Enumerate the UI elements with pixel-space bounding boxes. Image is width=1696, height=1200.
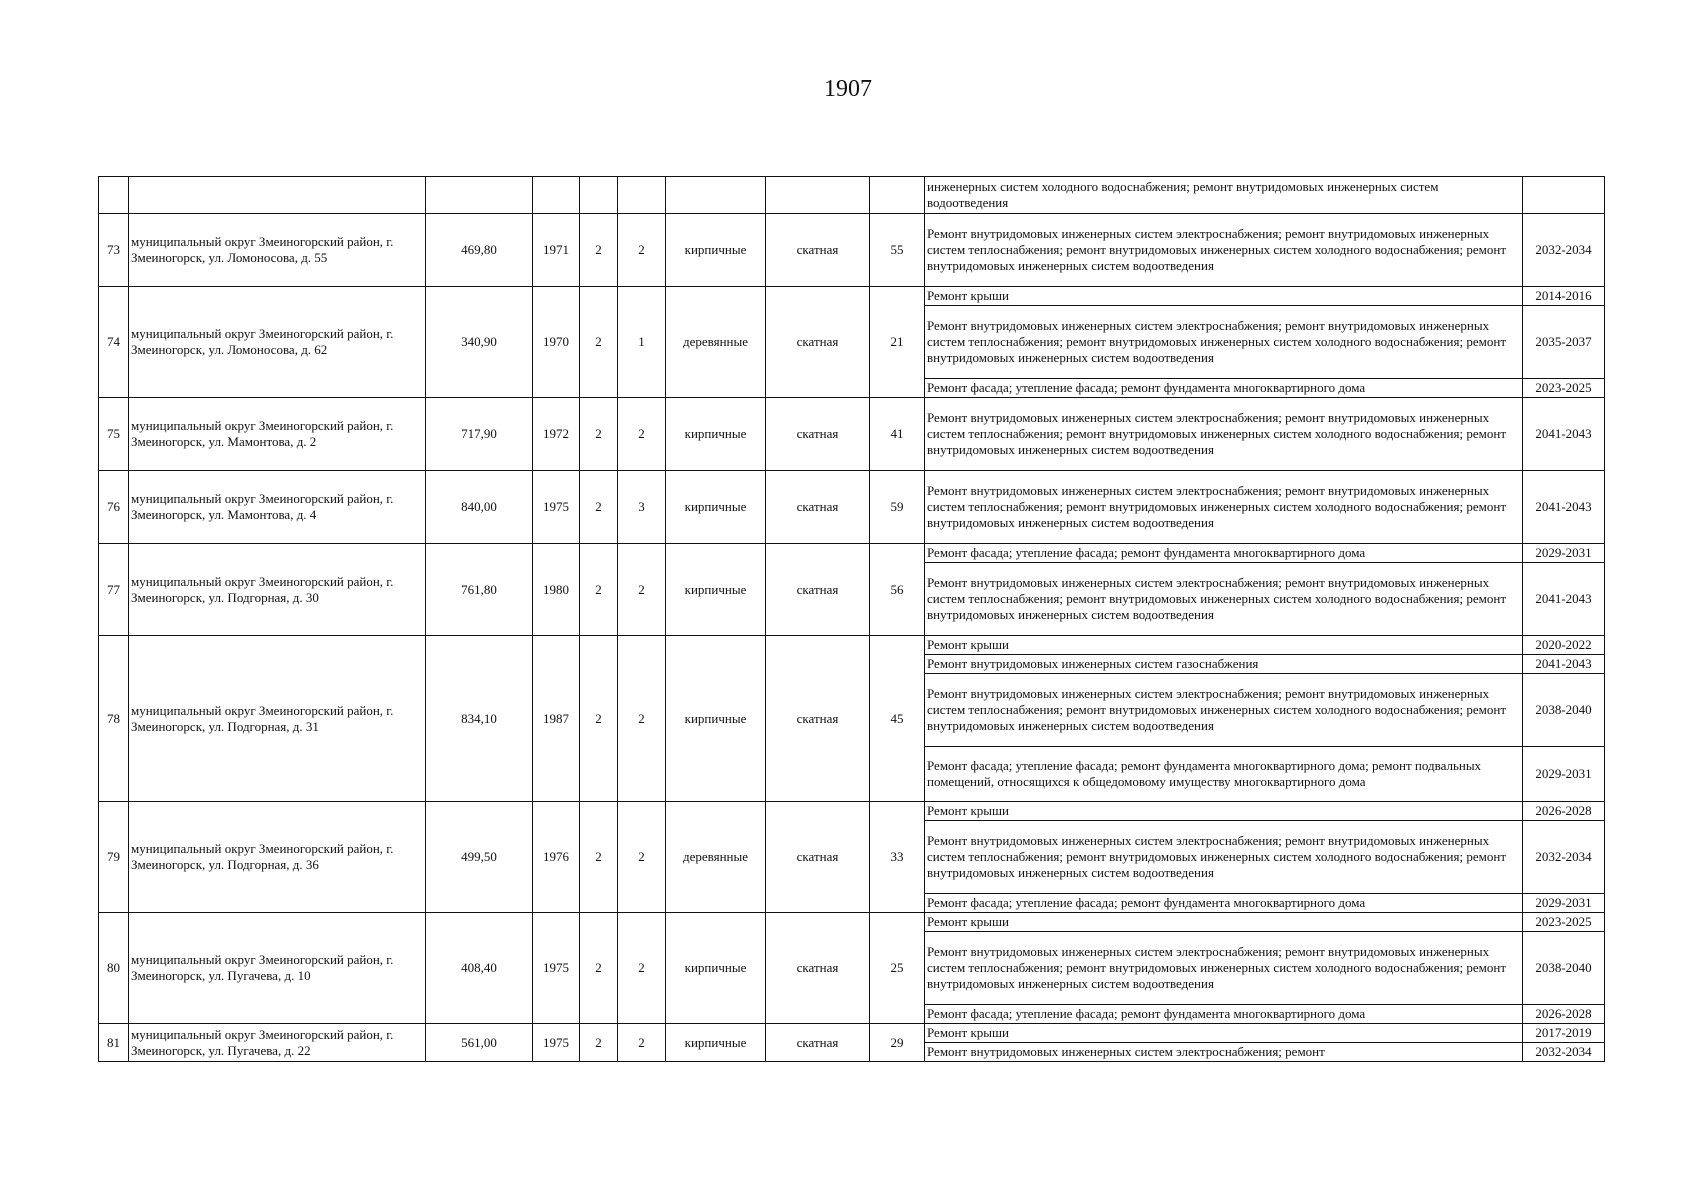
cell-residents: 33 [870, 802, 925, 913]
cell-build-year: 1975 [533, 913, 580, 1024]
cell-address: муниципальный округ Змеиногорский район, г. Змеиногорск, ул. Мамонтова, д. 4 [129, 471, 426, 544]
table-row [99, 287, 1605, 306]
work-description: Ремонт фасада; утепление фасада; ремонт фундамента многоквартирного дома [925, 544, 1523, 563]
work-description: Ремонт фасада; утепление фасада; ремонт фундамента многоквартирного дома [925, 894, 1523, 913]
cell-empty [666, 177, 766, 214]
cell-row-number: 81 [99, 1024, 129, 1062]
work-years [1523, 177, 1605, 214]
table-row [99, 214, 1605, 287]
work-description: Ремонт фасада; утепление фасада; ремонт фундамента многоквартирного дома [925, 379, 1523, 398]
work-description: Ремонт внутридомовых инженерных систем электроснабжения; ремонт внутридомовых инженерных систем теплоснабжения; ремонт внутридомовых инженерных систем холодного водоснабжения; ремонт внутридомовых инженерных систем водоотведения [925, 674, 1523, 747]
work-years: 2041-2043 [1523, 398, 1605, 471]
cell-wall-material: кирпичные [666, 636, 766, 802]
cell-roof-type: скатная [766, 544, 870, 636]
work-years: 2032-2034 [1523, 214, 1605, 287]
cell-row-number: 80 [99, 913, 129, 1024]
work-years: 2032-2034 [1523, 821, 1605, 894]
cell-build-year: 1970 [533, 287, 580, 398]
cell-total-area: 340,90 [426, 287, 533, 398]
work-description: Ремонт крыши [925, 913, 1523, 932]
cell-residents: 56 [870, 544, 925, 636]
cell-total-area: 499,50 [426, 802, 533, 913]
table-row [99, 471, 1605, 544]
work-years: 2023-2025 [1523, 913, 1605, 932]
cell-wall-material: кирпичные [666, 471, 766, 544]
cell-entrances: 1 [618, 287, 666, 398]
cell-wall-material: кирпичные [666, 398, 766, 471]
work-years: 2029-2031 [1523, 747, 1605, 802]
cell-wall-material: деревянные [666, 802, 766, 913]
cell-entrances: 3 [618, 471, 666, 544]
table-row [99, 1024, 1605, 1043]
cell-wall-material: кирпичные [666, 1024, 766, 1062]
cell-build-year: 1972 [533, 398, 580, 471]
cell-address: муниципальный округ Змеиногорский район, г. Змеиногорск, ул. Подгорная, д. 30 [129, 544, 426, 636]
cell-floors: 2 [580, 802, 618, 913]
cell-row-number: 76 [99, 471, 129, 544]
cell-wall-material: кирпичные [666, 544, 766, 636]
cell-empty [580, 177, 618, 214]
cell-empty [870, 177, 925, 214]
table-row [99, 636, 1605, 655]
cell-entrances: 2 [618, 214, 666, 287]
work-description: Ремонт крыши [925, 1024, 1523, 1043]
work-description: инженерных систем холодного водоснабжения; ремонт внутридомовых инженерных систем водоотведения [925, 177, 1523, 214]
cell-roof-type: скатная [766, 636, 870, 802]
cell-address: муниципальный округ Змеиногорский район, г. Змеиногорск, ул. Подгорная, д. 31 [129, 636, 426, 802]
cell-floors: 2 [580, 1024, 618, 1062]
cell-address: муниципальный округ Змеиногорский район, г. Змеиногорск, ул. Ломоносова, д. 55 [129, 214, 426, 287]
table-row [99, 544, 1605, 563]
cell-empty [533, 177, 580, 214]
cell-row-number: 75 [99, 398, 129, 471]
cell-floors: 2 [580, 913, 618, 1024]
work-years: 2029-2031 [1523, 894, 1605, 913]
cell-entrances: 2 [618, 544, 666, 636]
cell-entrances: 2 [618, 1024, 666, 1062]
cell-floors: 2 [580, 398, 618, 471]
cell-address: муниципальный округ Змеиногорский район, г. Змеиногорск, ул. Ломоносова, д. 62 [129, 287, 426, 398]
cell-floors: 2 [580, 214, 618, 287]
work-years: 2038-2040 [1523, 932, 1605, 1005]
cell-address: муниципальный округ Змеиногорский район, г. Змеиногорск, ул. Подгорная, д. 36 [129, 802, 426, 913]
table-row [99, 802, 1605, 821]
work-years: 2041-2043 [1523, 655, 1605, 674]
continuation-row [99, 177, 1605, 214]
work-description: Ремонт внутридомовых инженерных систем электроснабжения; ремонт внутридомовых инженерных систем теплоснабжения; ремонт внутридомовых инженерных систем холодного водоснабжения; ремонт внутридомовых инженерных систем водоотведения [925, 821, 1523, 894]
cell-address: муниципальный округ Змеиногорский район, г. Змеиногорск, ул. Пугачева, д. 22 [129, 1024, 426, 1062]
cell-roof-type: скатная [766, 214, 870, 287]
cell-roof-type: скатная [766, 398, 870, 471]
cell-row-number: 79 [99, 802, 129, 913]
work-description: Ремонт внутридомовых инженерных систем электроснабжения; ремонт внутридомовых инженерных систем теплоснабжения; ремонт внутридомовых инженерных систем холодного водоснабжения; ремонт внутридомовых инженерных систем водоотведения [925, 471, 1523, 544]
work-years: 2041-2043 [1523, 563, 1605, 636]
cell-residents: 29 [870, 1024, 925, 1062]
cell-total-area: 840,00 [426, 471, 533, 544]
work-description: Ремонт внутридомовых инженерных систем электроснабжения; ремонт внутридомовых инженерных систем теплоснабжения; ремонт внутридомовых инженерных систем холодного водоснабжения; ремонт внутридомовых инженерных систем водоотведения [925, 398, 1523, 471]
work-years: 2014-2016 [1523, 287, 1605, 306]
work-years: 2023-2025 [1523, 379, 1605, 398]
work-years: 2026-2028 [1523, 802, 1605, 821]
cell-residents: 55 [870, 214, 925, 287]
work-years: 2038-2040 [1523, 674, 1605, 747]
table-row [99, 398, 1605, 471]
table-body [99, 177, 1605, 1062]
cell-roof-type: скатная [766, 1024, 870, 1062]
work-description: Ремонт крыши [925, 287, 1523, 306]
cell-total-area: 561,00 [426, 1024, 533, 1062]
cell-empty [618, 177, 666, 214]
work-description: Ремонт внутридомовых инженерных систем электроснабжения; ремонт [925, 1043, 1523, 1062]
work-description: Ремонт внутридомовых инженерных систем электроснабжения; ремонт внутридомовых инженерных систем теплоснабжения; ремонт внутридомовых инженерных систем холодного водоснабжения; ремонт внутридомовых инженерных систем водоотведения [925, 563, 1523, 636]
work-description: Ремонт внутридомовых инженерных систем электроснабжения; ремонт внутридомовых инженерных систем теплоснабжения; ремонт внутридомовых инженерных систем холодного водоснабжения; ремонт внутридомовых инженерных систем водоотведения [925, 932, 1523, 1005]
cell-wall-material: кирпичные [666, 214, 766, 287]
cell-total-area: 469,80 [426, 214, 533, 287]
page-number: 1907 [824, 76, 872, 102]
cell-roof-type: скатная [766, 802, 870, 913]
work-years: 2029-2031 [1523, 544, 1605, 563]
work-years: 2020-2022 [1523, 636, 1605, 655]
cell-roof-type: скатная [766, 913, 870, 1024]
work-description: Ремонт крыши [925, 802, 1523, 821]
work-years: 2041-2043 [1523, 471, 1605, 544]
cell-build-year: 1971 [533, 214, 580, 287]
cell-residents: 21 [870, 287, 925, 398]
cell-roof-type: скатная [766, 287, 870, 398]
work-years: 2032-2034 [1523, 1043, 1605, 1062]
cell-address: муниципальный округ Змеиногорский район, г. Змеиногорск, ул. Пугачева, д. 10 [129, 913, 426, 1024]
housing-register-table [98, 176, 1605, 1062]
cell-build-year: 1975 [533, 471, 580, 544]
cell-wall-material: деревянные [666, 287, 766, 398]
work-description: Ремонт внутридомовых инженерных систем газоснабжения [925, 655, 1523, 674]
work-years: 2017-2019 [1523, 1024, 1605, 1043]
work-description: Ремонт фасада; утепление фасада; ремонт фундамента многоквартирного дома [925, 1005, 1523, 1024]
cell-total-area: 408,40 [426, 913, 533, 1024]
work-description: Ремонт внутридомовых инженерных систем электроснабжения; ремонт внутридомовых инженерных систем теплоснабжения; ремонт внутридомовых инженерных систем холодного водоснабжения; ремонт внутридомовых инженерных систем водоотведения [925, 214, 1523, 287]
work-description: Ремонт внутридомовых инженерных систем электроснабжения; ремонт внутридомовых инженерных систем теплоснабжения; ремонт внутридомовых инженерных систем холодного водоснабжения; ремонт внутридомовых инженерных систем водоотведения [925, 306, 1523, 379]
cell-floors: 2 [580, 636, 618, 802]
work-years: 2026-2028 [1523, 1005, 1605, 1024]
cell-total-area: 717,90 [426, 398, 533, 471]
cell-residents: 59 [870, 471, 925, 544]
cell-floors: 2 [580, 544, 618, 636]
cell-build-year: 1980 [533, 544, 580, 636]
cell-entrances: 2 [618, 913, 666, 1024]
cell-total-area: 834,10 [426, 636, 533, 802]
cell-roof-type: скатная [766, 471, 870, 544]
cell-entrances: 2 [618, 398, 666, 471]
cell-row-number: 77 [99, 544, 129, 636]
cell-build-year: 1987 [533, 636, 580, 802]
cell-build-year: 1976 [533, 802, 580, 913]
cell-residents: 45 [870, 636, 925, 802]
cell-total-area: 761,80 [426, 544, 533, 636]
cell-floors: 2 [580, 287, 618, 398]
cell-wall-material: кирпичные [666, 913, 766, 1024]
work-years: 2035-2037 [1523, 306, 1605, 379]
cell-floors: 2 [580, 471, 618, 544]
work-description: Ремонт фасада; утепление фасада; ремонт фундамента многоквартирного дома; ремонт подвальных помещений, относящихся к общедомовому имуществу многоквартирного дома [925, 747, 1523, 802]
cell-empty [129, 177, 426, 214]
table-row [99, 913, 1605, 932]
cell-empty [766, 177, 870, 214]
cell-empty [426, 177, 533, 214]
cell-row-number: 73 [99, 214, 129, 287]
cell-row-number: 74 [99, 287, 129, 398]
cell-build-year: 1975 [533, 1024, 580, 1062]
cell-address: муниципальный округ Змеиногорский район, г. Змеиногорск, ул. Мамонтова, д. 2 [129, 398, 426, 471]
cell-entrances: 2 [618, 636, 666, 802]
work-description: Ремонт крыши [925, 636, 1523, 655]
cell-residents: 25 [870, 913, 925, 1024]
cell-entrances: 2 [618, 802, 666, 913]
cell-residents: 41 [870, 398, 925, 471]
cell-empty [99, 177, 129, 214]
cell-row-number: 78 [99, 636, 129, 802]
